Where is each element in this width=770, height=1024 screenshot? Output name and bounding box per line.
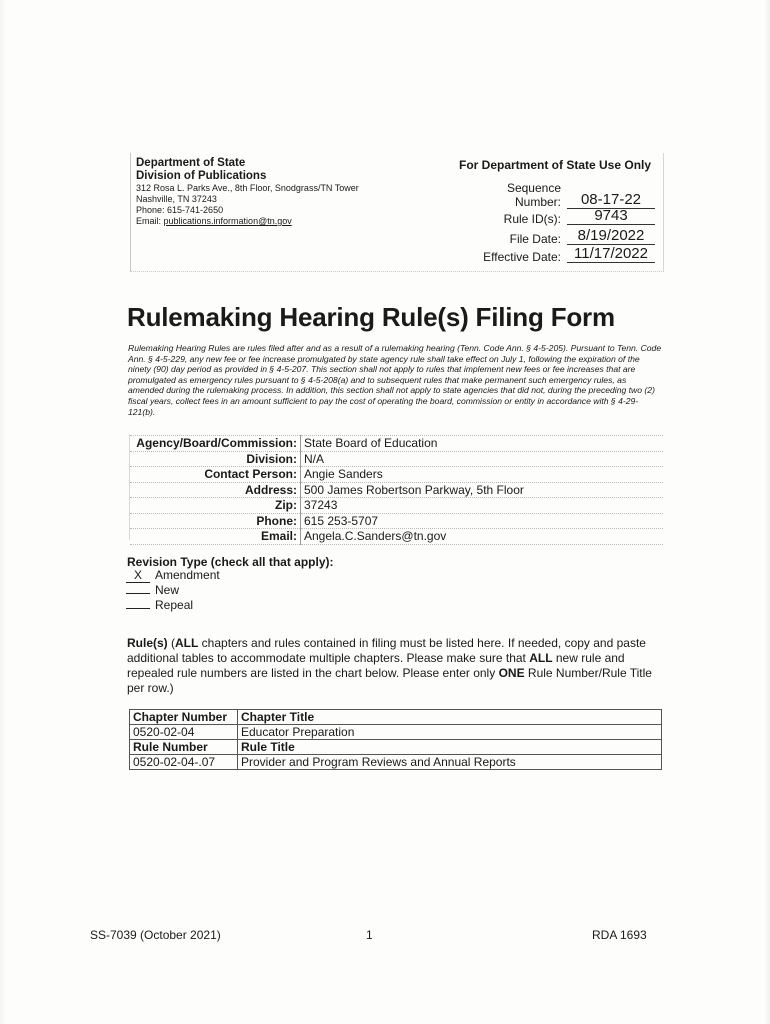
dept-name: Department of State (136, 157, 246, 169)
rule-number-cell[interactable]: 0520-02-04-.07 (130, 755, 238, 770)
footer-rda: RDA 1693 (592, 928, 647, 942)
state-use-only-heading: For Department of State Use Only (459, 158, 652, 172)
rule-title-header: Rule Title (238, 740, 662, 755)
rule-number-header: Rule Number (130, 740, 238, 755)
chapter-number-header: Chapter Number (130, 710, 238, 725)
sequence-label-line1: Sequence (506, 181, 561, 195)
email-row (130, 529, 663, 545)
footer-page-number: 1 (366, 928, 373, 942)
new-mark[interactable] (126, 593, 150, 594)
rule-title-cell[interactable]: Provider and Program Reviews and Annual Reports (238, 755, 662, 770)
effective-date-label: Effective Date: (483, 250, 561, 264)
file-date-value: 8/19/2022 (567, 227, 655, 245)
rules-text-2: chapters and rules contained in filing must be listed here. If needed, copy and paste additional tables to accommodate multiple chapters. Please make sure that (127, 636, 646, 665)
division-row (130, 451, 663, 467)
rules-word: Rule(s) (127, 636, 168, 650)
repeal-label: Repeal (155, 598, 194, 612)
contact-label: Contact Person: (130, 467, 301, 483)
agency-value: State Board of Education (301, 436, 664, 452)
file-date-label: File Date: (509, 232, 561, 246)
all-emphasis-2: ALL (529, 651, 553, 665)
all-emphasis-1: ALL (175, 636, 199, 650)
rule-table (129, 709, 662, 770)
phone-value: 615 253-5707 (301, 513, 664, 529)
chapter-row (130, 725, 662, 740)
rules-text-4: Rule Number/Rule Title per row.) (127, 666, 652, 695)
rules-text-1: ( (167, 636, 176, 650)
revision-option-amendment[interactable] (126, 568, 220, 583)
email-line (136, 216, 359, 227)
division-value: N/A (301, 451, 664, 467)
agency-table (130, 435, 663, 545)
agency-row (130, 436, 663, 452)
email-label-cell: Email: (130, 529, 301, 545)
sequence-number: 08-17-22 (567, 191, 655, 209)
email-label: Email: (136, 216, 164, 226)
one-emphasis: ONE (498, 666, 525, 680)
zip-label: Zip: (130, 498, 301, 514)
amendment-mark[interactable]: X (126, 568, 150, 583)
footer-form-number: SS-7039 (October 2021) (90, 928, 221, 942)
agency-label: Agency/Board/Commission: (130, 436, 301, 452)
email-value: Angela.C.Sanders@tn.gov (301, 529, 664, 545)
division-label: Division: (130, 451, 301, 467)
department-info (136, 157, 359, 227)
chapter-number-cell[interactable]: 0520-02-04 (130, 725, 238, 740)
chapter-title-cell[interactable]: Educator Preparation (238, 725, 662, 740)
intro-paragraph: Rulemaking Hearing Rules are rules filed after and as a result of a rulemaking hearing (Tenn. Code Ann. § 4-5-205). Pursuant to Tenn. Code Ann. § 4-5-229, any new fee or fee increase promulgated by state agency rule shall take effect on July 1, following the expiration of the ninety (90) day period as provided in § 4-5-207. This section shall not apply to rules that implement new fees or fee increases that are promulgated as emergency rules pursuant to § 4-5-208(a) and to subsequent rules that make permanent such emergency rules, as amended during the rulemaking process. In addition, this section shall not apply to state agencies that did not, during the preceding two (2) fiscal years, collect fees in an amount sufficient to pay the cost of operating the board, commission or entity in accordance with § 4-29-121(b). (128, 343, 662, 417)
address-label: Address: (130, 482, 301, 498)
address-line-1: 312 Rosa L. Parks Ave., 8th Floor, Snodgrass/TN Tower (136, 183, 359, 193)
contact-row (130, 467, 663, 483)
address-row (130, 482, 663, 498)
rules-text-3: new rule and repealed rule numbers are listed in the chart below. Please enter only (127, 651, 625, 680)
form-title: Rulemaking Hearing Rule(s) Filing Form (127, 302, 615, 332)
repeal-mark[interactable] (126, 608, 150, 609)
amendment-label: Amendment (155, 568, 220, 582)
zip-value: 37243 (301, 498, 664, 514)
email-link[interactable]: publications.information@tn.gov (163, 216, 292, 226)
chapter-title-header: Chapter Title (238, 710, 662, 725)
phone-label: Phone: (130, 513, 301, 529)
new-label: New (155, 583, 180, 597)
rule-id-value: 9743 (567, 207, 655, 225)
sequence-label-line2: Number: (514, 195, 561, 209)
phone-row (130, 513, 663, 529)
revision-option-new[interactable] (126, 583, 179, 597)
address-value: 500 James Robertson Parkway, 5th Floor (301, 482, 664, 498)
rules-instructions (127, 636, 657, 696)
sequence-label (441, 181, 561, 209)
rule-id-label: Rule ID(s): (503, 212, 561, 226)
rule-row (130, 755, 662, 770)
effective-date-value: 11/17/2022 (567, 245, 655, 263)
address-line-2: Nashville, TN 37243 (136, 194, 217, 204)
revision-type-heading: Revision Type (check all that apply): (127, 555, 334, 569)
chapter-header-row (130, 710, 662, 725)
phone: Phone: 615-741-2650 (136, 205, 224, 215)
contact-value: Angie Sanders (301, 467, 664, 483)
division-name: Division of Publications (136, 170, 267, 182)
rule-header-row (130, 740, 662, 755)
zip-row (130, 498, 663, 514)
revision-option-repeal[interactable] (126, 598, 193, 612)
